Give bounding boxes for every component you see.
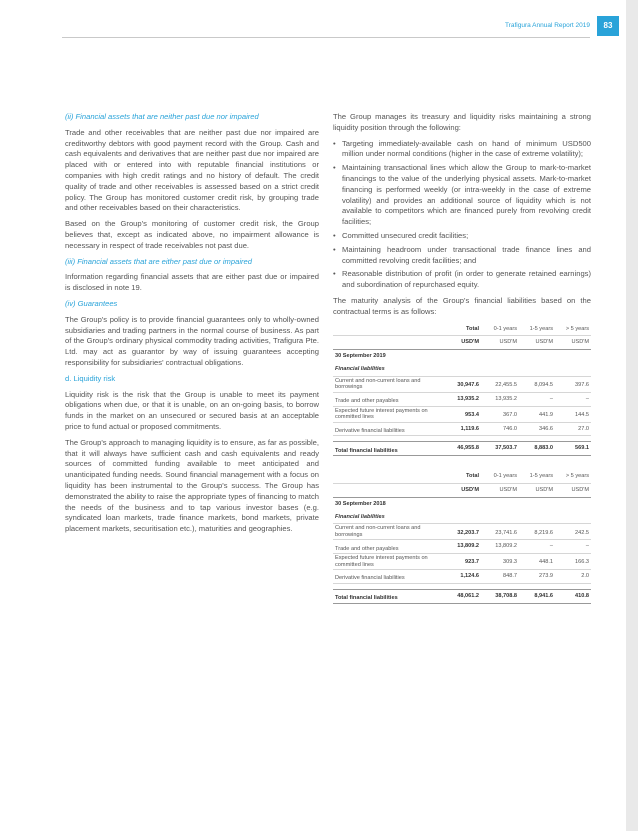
row-label: Derivative financial liabilities [333,570,441,584]
cell-1-5: 448.1 [519,554,555,570]
cell-over-5: 569.1 [555,442,591,456]
table-date: 30 September 2018 [335,500,386,507]
header-rule [62,37,590,38]
cell-total: 1,124.6 [441,570,481,584]
heading-guarantees: (iv) Guarantees [65,298,118,308]
col-header-0-1-years: 0-1 years [481,470,519,483]
heading-past-due: (iii) Financial assets that are either past due or impaired [65,256,252,266]
cell-over-5: 144.5 [555,406,591,422]
row-label: Expected future interest payments on committed lines [333,554,441,570]
cell-total: 46,955.8 [441,442,481,456]
table-group-label: Financial liabilities [333,363,591,376]
cell-1-5: 346.6 [519,422,555,436]
cell-over-5: 410.8 [555,589,591,603]
paragraph-liquidity-approach: The Group's approach to managing liquidity is to ensure, as far as possible, that it will always have sufficient cash and cash equivalents and ready sources of committed funding available to meet anticipated and unanticipated funding needs. Sound financial management with a focus on liquidity has been instrumental to the Group's success. The Group has demonstrated the ability to raise the appropriate types of financing to match the needs of the business and to tap various investor bases (e.g. syndicated loan markets, trade finance markets, bond markets, private placement markets, securitisation etc.), maturities and geographies. [65,437,319,534]
unit-0-1: USD'M [481,336,519,350]
total-label: Total financial liabilities [333,442,441,456]
table-total-row [333,589,591,603]
unit-total: USD'M [441,336,481,350]
cell-1-5: 8,883.0 [519,442,555,456]
col-header-0-1-years: 0-1 years [481,323,519,336]
cell-total: 13,935.2 [441,392,481,406]
right-column [333,112,591,604]
table-row [333,524,591,540]
cell-0-1: 37,503.7 [481,442,519,456]
unit-0-1: USD'M [481,483,519,497]
row-label: Trade and other payables [333,392,441,406]
row-label: Current and non-current loans and borrowings [333,376,441,392]
col-header-1-5-years: 1-5 years [519,470,555,483]
cell-total: 48,061.2 [441,589,481,603]
col-header-over-5-years: > 5 years [555,470,591,483]
cell-total: 32,203.7 [441,524,481,540]
table-unit-row [333,336,591,350]
table-row [333,406,591,422]
cell-1-5: 8,941.6 [519,589,555,603]
heading-liquidity-risk: d. Liquidity risk [65,373,116,383]
paragraph-impairment: Based on the Group's monitoring of customer credit risk, the Group believes that, except as indicated above, no impairment allowance is necessary in respect of trade receivables not past due. [65,219,319,250]
heading-neither-past-due: (ii) Financial assets that are neither past due nor impaired [65,112,259,121]
table-group-label: Financial liabilities [333,511,591,524]
table-date-row [333,350,591,363]
table-group-row [333,363,591,376]
cell-1-5: 8,219.6 [519,524,555,540]
list-item: • Maintaining headroom under transactional trade finance lines and committed revolving credit facilities; and [333,245,591,267]
list-item: • Committed unsecured credit facilities; [333,231,591,242]
paragraph-receivables: Trade and other receivables that are neither past due nor impaired are creditworthy debtors with good payment record with the Group. Cash and cash equivalents and derivatives that are neither past due nor impaired are placed with or entered into with reputable financial institutions or companies with high credit ratings and no history of default. The credit quality of trade and other receivables is assessed based on a strict credit policy. The Group has monitored customer credit risk, by grouping trade and other receivables based on their characteristics. [65,127,319,213]
table-row [333,540,591,554]
paragraph-liquidity-definition: Liquidity risk is the risk that the Group is unable to meet its payment obligations when due, or that it is unable, on an on-going basis, to borrow funds in the market on an unsecured or secured basis at an acceptable price to fund actual or proposed commitments. [65,389,319,431]
list-item: • Targeting immediately-available cash on hand of minimum USD500 million under normal conditions (higher in the case of extreme volatility); [333,139,591,161]
cell-0-1: 367.0 [481,406,519,422]
cell-0-1: 746.0 [481,422,519,436]
total-label: Total financial liabilities [333,589,441,603]
cell-0-1: 13,935.2 [481,392,519,406]
table-date: 30 September 2019 [335,353,386,360]
row-label: Trade and other payables [333,540,441,554]
cell-1-5: 441.9 [519,406,555,422]
row-label: Expected future interest payments on committed lines [333,406,441,422]
cell-0-1: 309.3 [481,554,519,570]
cell-over-5: 27.0 [555,422,591,436]
cell-1-5: – [519,392,555,406]
table-row [333,554,591,570]
col-header-over-5-years: > 5 years [555,323,591,336]
paragraph-treasury-intro: The Group manages its treasury and liquidity risks maintaining a strong liquidity position through the following: [333,112,591,132]
cell-0-1: 22,455.5 [481,376,519,392]
unit-1-5: USD'M [519,483,555,497]
col-header-total: Total [441,470,481,483]
col-header-1-5-years: 1-5 years [519,323,555,336]
table-row [333,422,591,436]
list-item: • Maintaining transactional lines which allow the Group to mark-to-market financings to the value of the underlying physical assets. Mark-to-market financing is performed weekly (or intra-weekly in the case of extreme volatility) and provides an additional source of liquidity which is not available to competitors which are financed purely from revolving credit facilities; [333,163,591,228]
table-header-row [333,323,591,336]
page-edge-bar [626,0,638,831]
liquidity-measures-list [333,139,591,291]
cell-1-5: – [519,540,555,554]
cell-1-5: 273.9 [519,570,555,584]
table-header-row [333,470,591,483]
table-row [333,570,591,584]
col-header-total: Total [441,323,481,336]
cell-1-5: 8,094.5 [519,376,555,392]
row-label: Derivative financial liabilities [333,422,441,436]
cell-total: 13,809.2 [441,540,481,554]
table-row [333,392,591,406]
cell-0-1: 38,708.8 [481,589,519,603]
cell-over-5: 166.3 [555,554,591,570]
paragraph-guarantees: The Group's policy is to provide financial guarantees only to wholly-owned subsidiaries and trading partners in the normal course of business. As part of the Group's ordinary physical commodity trading activities, Trafigura Pte. Ltd. may act as guarantor by way of issuing guarantees accepting responsibility for subsidiaries' contractual obligations. [65,314,319,367]
paragraph-note-19: Information regarding financial assets that are either past due or impaired is disclosed in note 19. [65,272,319,293]
unit-1-5: USD'M [519,336,555,350]
cell-0-1: 13,809.2 [481,540,519,554]
table-unit-row [333,483,591,497]
report-title: Trafigura Annual Report 2019 [504,22,590,29]
cell-over-5: – [555,540,591,554]
cell-total: 953.4 [441,406,481,422]
cell-0-1: 848.7 [481,570,519,584]
table-date-row [333,497,591,510]
row-label: Current and non-current loans and borrowings [333,524,441,540]
page-number: 83 [597,16,619,36]
cell-over-5: 397.6 [555,376,591,392]
paragraph-maturity-intro: The maturity analysis of the Group's financial liabilities based on the contractual terms is as follows: [333,295,591,316]
cell-total: 923.7 [441,554,481,570]
unit-over-5: USD'M [555,483,591,497]
unit-total: USD'M [441,483,481,497]
cell-total: 30,947.6 [441,376,481,392]
cell-total: 1,119.6 [441,422,481,436]
table-row [333,376,591,392]
cell-over-5: – [555,392,591,406]
cell-over-5: 2.0 [555,570,591,584]
cell-over-5: 242.5 [555,524,591,540]
table-group-row [333,511,591,524]
table-total-row [333,442,591,456]
left-column [65,112,319,540]
cell-0-1: 23,741.6 [481,524,519,540]
maturity-table-2019 [333,323,591,457]
unit-over-5: USD'M [555,336,591,350]
maturity-table-2018 [333,470,591,604]
list-item: • Reasonable distribution of profit (in order to generate retained earnings) and subordination of repurchased equity. [333,269,591,291]
